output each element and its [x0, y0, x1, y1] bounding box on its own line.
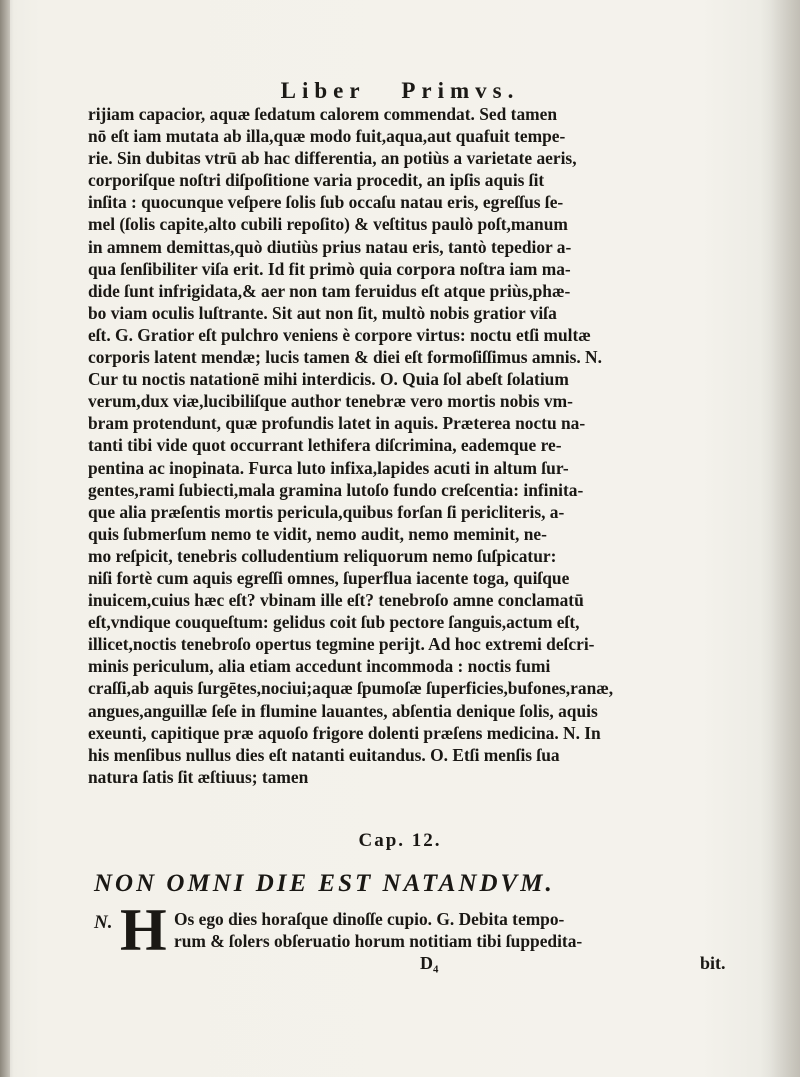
text-line: natura ſatis ſit æſtiuus; tamen — [88, 766, 309, 787]
chapter-opening-paragraph — [174, 908, 734, 952]
text-line: pentina ac inopinata. Furca luto infixa,lapides acuti in altum ſur- — [88, 457, 569, 478]
text-line: rie. Sin dubitas vtrū ab hac differentia, an potiùs a varietate aeris, — [88, 148, 577, 169]
text-line: rijiam capacior, aquæ ſedatum calorem commendat. Sed tamen — [88, 104, 558, 124]
text-line: dide ſunt infrigidata,& aer non tam feruidus eſt atque priùs,phæ- — [88, 280, 571, 301]
chapter-title: NON OMNI DIE EST NATANDVM. — [94, 870, 555, 897]
page-edge-shadow — [760, 0, 800, 1077]
text-line: corporiſque noſtri diſpoſitione varia procedit, an ipſis aquis ſit — [88, 170, 545, 191]
drop-cap: H — [120, 897, 167, 963]
text-line: mo reſpicit, tenebris colludentium reliquorum nemo ſuſpicatur: — [88, 545, 557, 566]
text-line: corporis latent mendæ; lucis tamen & diei eſt formoſiſſimus amnis. N. — [88, 347, 602, 368]
text-line: bram protendunt, quæ profundis latet in aquis. Præterea noctu na- — [88, 413, 586, 434]
catchword: bit. — [700, 953, 726, 973]
text-line: rum & ſolers obſeruatio horum notitiam tibi ſuppedita- — [174, 931, 583, 951]
text-line: nō eſt iam mutata ab illa,quæ modo fuit,aqua,aut quafuit tempe- — [88, 126, 566, 147]
running-head — [0, 78, 800, 104]
text-line: qua ſenſibiliter viſa erit. Id fit primò quia corpora noſtra iam ma- — [88, 258, 571, 279]
text-line: Os ego dies horaſque dinoſſe cupio. G. Debita tempo- — [174, 909, 565, 929]
text-line: his menſibus nullus dies eſt natanti euitandus. O. Etſi menſis ſua — [88, 744, 560, 765]
signature-mark: D₄ — [420, 953, 439, 973]
text-line: inuicem,cuius hæc eſt? vbinam ille eſt? tenebroſo amne conclamatū — [88, 590, 584, 611]
text-line: in amnem demittas,quò diutiùs prius natau eris, tantò tepedior a- — [88, 236, 572, 257]
chapter-number: Cap. 12. — [358, 830, 442, 851]
text-line: eſt. G. Gratior eſt pulchro veniens è corpore virtus: noctu etſi multæ — [88, 324, 591, 345]
text-line: minis periculum, alia etiam accedunt incommoda : noctis fumi — [88, 656, 551, 677]
running-head-left: Liber — [280, 78, 366, 103]
text-line: eſt,vndique couqueſtum: gelidus coit ſub pectore ſanguis,actum eſt, — [88, 612, 580, 633]
running-head-right: Primvs. — [401, 78, 520, 103]
text-line: Cur tu noctis natationē mihi interdicis. O. Quia ſol abeſt ſolatium — [88, 369, 569, 390]
text-line: mel (ſolis capite,alto cubili repoſito) & veſtitus paulò poſt,manum — [88, 214, 568, 235]
text-line: angues,anguillæ ſeſe in flumine lauantes, abſentia denique ſolis, aquis — [88, 700, 598, 721]
text-line: niſi fortè cum aquis egreſſi omnes, ſuperflua iacente toga, quiſque — [88, 567, 570, 588]
text-line: verum,dux viæ,lucibiliſque author tenebræ vero mortis nobis vm- — [88, 391, 573, 412]
text-line: inſita : quocunque veſpere ſolis ſub occaſu natau eris, egreſſus ſe- — [88, 192, 564, 213]
text-line: quis ſubmerſum nemo te vidit, nemo audit, nemo meminit, ne- — [88, 523, 547, 544]
body-text — [88, 103, 724, 788]
text-line: bo viam oculis luſtrante. Sit aut non ſit, multò nobis gratior viſa — [88, 302, 557, 323]
text-line: que alia præſentis mortis pericula,quibus forſan ſi pericliteris, a- — [88, 501, 565, 522]
text-line: craſſi,ab aquis ſurgētes,nociui;aquæ ſpumoſæ ſuperficies,bufones,ranæ, — [88, 678, 614, 699]
text-line: gentes,rami ſubiecti,mala gramina lutoſo fundo creſcentia: infinita- — [88, 479, 584, 500]
page-gutter-shadow — [0, 0, 10, 1077]
text-line: exeunti, capitique præ aquoſo frigore dolenti præſens medicina. N. In — [88, 722, 601, 743]
text-line: illicet,noctis tenebroſo opertus tegmine perijt. Ad hoc extremi deſcri- — [88, 634, 595, 655]
page-footer — [0, 953, 800, 973]
text-line: tanti tibi vide quot occurrant lethifera diſcrimina, eademque re- — [88, 435, 562, 456]
speaker-mark: N. — [94, 912, 113, 933]
